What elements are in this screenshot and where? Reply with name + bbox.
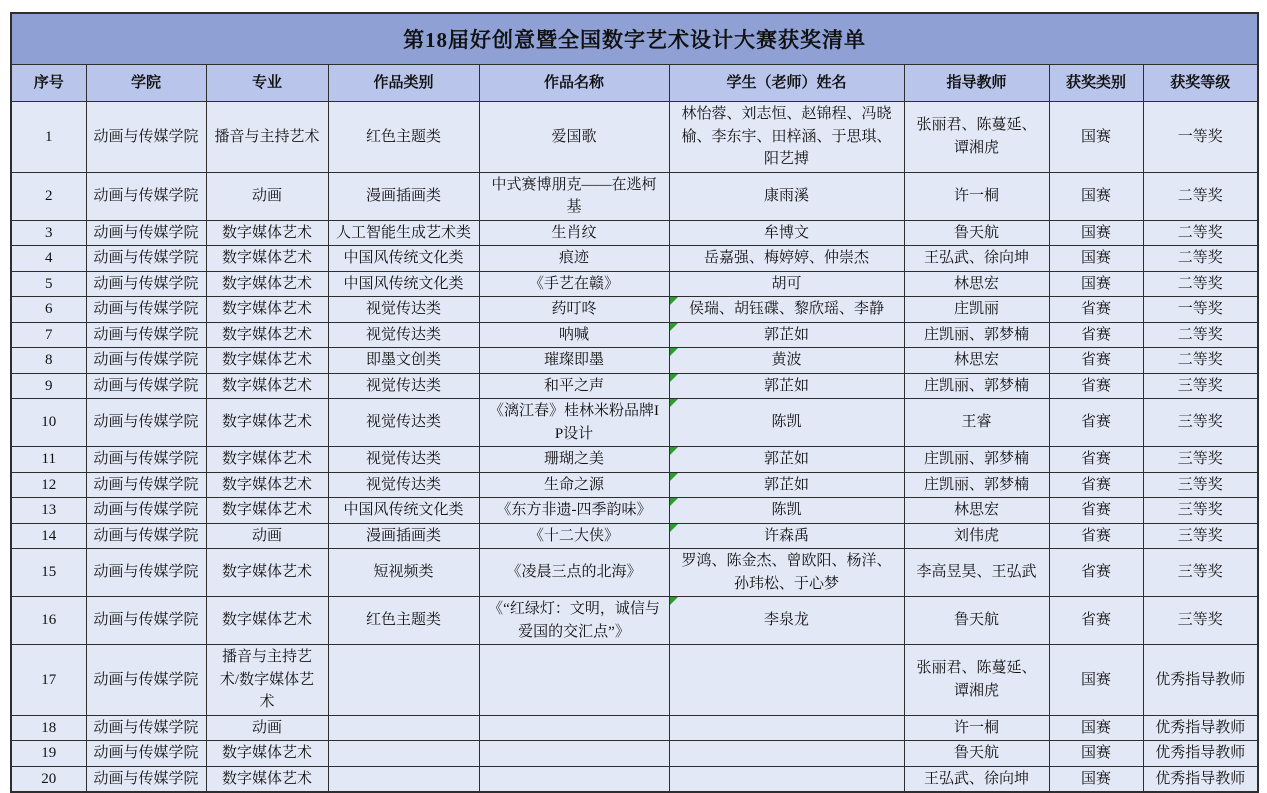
cell-category: 中国风传统文化类: [328, 246, 479, 272]
title-row: [11, 13, 1258, 65]
cell-error-indicator-icon: [670, 597, 678, 605]
cell-no: 7: [11, 322, 86, 348]
cell-award-type: 省赛: [1049, 549, 1143, 597]
cell-category: 短视频类: [328, 549, 479, 597]
cell-no: 4: [11, 246, 86, 272]
table-title: 第18届好创意暨全国数字艺术设计大赛获奖清单: [11, 13, 1258, 65]
cell-students: [669, 399, 904, 447]
table-row: [11, 498, 1258, 524]
cell-category: 漫画插画类: [328, 523, 479, 549]
cell-award-level: 二等奖: [1143, 271, 1258, 297]
table-row: [11, 373, 1258, 399]
cell-major: 播音与主持艺术/数字媒体艺术: [206, 645, 328, 716]
cell-text: 陈凯: [771, 502, 802, 518]
cell-award-level: 优秀指导教师: [1143, 645, 1258, 716]
cell-college: 动画与传媒学院: [86, 322, 206, 348]
cell-work: 《“红绿灯：文明，诚信与爱国的交汇点”》: [479, 597, 669, 645]
cell-students: [669, 498, 904, 524]
cell-work: 珊瑚之美: [479, 447, 669, 473]
cell-award-level: 三等奖: [1143, 549, 1258, 597]
cell-award-type: 省赛: [1049, 498, 1143, 524]
cell-advisors: 许一桐: [904, 715, 1049, 741]
cell-advisors: 林思宏: [904, 271, 1049, 297]
cell-work: 《凌晨三点的北海》: [479, 549, 669, 597]
cell-category: 视觉传达类: [328, 322, 479, 348]
table-row: [11, 715, 1258, 741]
cell-text: 郭芷如: [763, 451, 809, 467]
table-row: [11, 297, 1258, 323]
cell-advisors: 林思宏: [904, 348, 1049, 374]
cell-no: 3: [11, 220, 86, 246]
cell-college: 动画与传媒学院: [86, 645, 206, 716]
cell-advisors: 鲁天航: [904, 741, 1049, 767]
cell-advisors: 鲁天航: [904, 597, 1049, 645]
cell-college: 动画与传媒学院: [86, 399, 206, 447]
cell-award-type: 省赛: [1049, 472, 1143, 498]
cell-work: 生肖纹: [479, 220, 669, 246]
cell-category: [328, 645, 479, 716]
cell-work: 爱国歌: [479, 102, 669, 173]
cell-students: [669, 741, 904, 767]
cell-advisors: 王睿: [904, 399, 1049, 447]
cell-award-level: 三等奖: [1143, 399, 1258, 447]
cell-no: 1: [11, 102, 86, 173]
cell-students: [669, 472, 904, 498]
cell-students: 牟博文: [669, 220, 904, 246]
cell-category: 红色主题类: [328, 102, 479, 173]
cell-award-type: 国赛: [1049, 172, 1143, 220]
column-header-major: 专业: [206, 65, 328, 102]
cell-students: [669, 297, 904, 323]
column-header-category: 作品类别: [328, 65, 479, 102]
cell-advisors: 刘伟虎: [904, 523, 1049, 549]
table-row: [11, 523, 1258, 549]
cell-advisors: 庄凯丽: [904, 297, 1049, 323]
column-header-college: 学院: [86, 65, 206, 102]
cell-advisors: 庄凯丽、郭梦楠: [904, 322, 1049, 348]
cell-no: 6: [11, 297, 86, 323]
table-row: [11, 172, 1258, 220]
cell-major: 数字媒体艺术: [206, 246, 328, 272]
table-row: [11, 271, 1258, 297]
cell-no: 13: [11, 498, 86, 524]
cell-advisors: 鲁天航: [904, 220, 1049, 246]
cell-award-level: 优秀指导教师: [1143, 766, 1258, 792]
cell-students: 林怡蓉、刘志恒、赵锦程、冯晓榆、李东宇、田梓涵、于思琪、阳艺搏: [669, 102, 904, 173]
cell-category: [328, 766, 479, 792]
cell-award-type: 省赛: [1049, 597, 1143, 645]
cell-award-type: 省赛: [1049, 322, 1143, 348]
cell-major: 数字媒体艺术: [206, 220, 328, 246]
cell-students: 胡可: [669, 271, 904, 297]
cell-no: 9: [11, 373, 86, 399]
cell-category: 人工智能生成艺术类: [328, 220, 479, 246]
awards-table-body: [11, 102, 1258, 793]
cell-work: 药叮咚: [479, 297, 669, 323]
cell-award-type: 国赛: [1049, 645, 1143, 716]
cell-error-indicator-icon: [670, 473, 678, 481]
cell-category: 红色主题类: [328, 597, 479, 645]
cell-college: 动画与传媒学院: [86, 297, 206, 323]
cell-advisors: 庄凯丽、郭梦楠: [904, 373, 1049, 399]
cell-error-indicator-icon: [670, 348, 678, 356]
cell-advisors: 李高昱昊、王弘武: [904, 549, 1049, 597]
table-row: [11, 447, 1258, 473]
cell-category: 即墨文创类: [328, 348, 479, 374]
cell-category: 中国风传统文化类: [328, 271, 479, 297]
cell-students: [669, 322, 904, 348]
cell-students: [669, 373, 904, 399]
cell-students: [669, 523, 904, 549]
cell-text: 许森禹: [763, 527, 809, 544]
cell-major: 数字媒体艺术: [206, 472, 328, 498]
cell-award-level: 三等奖: [1143, 373, 1258, 399]
cell-award-level: 三等奖: [1143, 472, 1258, 498]
cell-advisors: 王弘武、徐向坤: [904, 766, 1049, 792]
cell-major: 动画: [206, 523, 328, 549]
cell-category: 漫画插画类: [328, 172, 479, 220]
cell-work: [479, 741, 669, 767]
cell-major: 数字媒体艺术: [206, 549, 328, 597]
cell-award-level: 优秀指导教师: [1143, 715, 1258, 741]
cell-college: 动画与传媒学院: [86, 373, 206, 399]
table-row: [11, 741, 1258, 767]
cell-college: 动画与传媒学院: [86, 271, 206, 297]
cell-no: 5: [11, 271, 86, 297]
cell-work: 生命之源: [479, 472, 669, 498]
cell-major: 播音与主持艺术: [206, 102, 328, 173]
cell-category: [328, 715, 479, 741]
table-row: [11, 645, 1258, 716]
cell-text: 郭芷如: [763, 326, 809, 343]
cell-students: [669, 766, 904, 792]
cell-college: 动画与传媒学院: [86, 498, 206, 524]
cell-award-type: 省赛: [1049, 447, 1143, 473]
cell-students: [669, 715, 904, 741]
cell-advisors: 庄凯丽、郭梦楠: [904, 447, 1049, 473]
cell-category: 视觉传达类: [328, 297, 479, 323]
cell-students: [669, 645, 904, 716]
cell-students: [669, 447, 904, 473]
table-row: [11, 399, 1258, 447]
cell-work: 痕迹: [479, 246, 669, 272]
cell-advisors: 庄凯丽、郭梦楠: [904, 472, 1049, 498]
cell-award-level: 二等奖: [1143, 348, 1258, 374]
table-row: [11, 597, 1258, 645]
cell-advisors: 许一桐: [904, 172, 1049, 220]
cell-award-level: 二等奖: [1143, 246, 1258, 272]
cell-no: 15: [11, 549, 86, 597]
cell-award-type: 国赛: [1049, 246, 1143, 272]
cell-award-level: 二等奖: [1143, 322, 1258, 348]
cell-students: [669, 348, 904, 374]
cell-no: 2: [11, 172, 86, 220]
cell-major: 数字媒体艺术: [206, 297, 328, 323]
cell-no: 19: [11, 741, 86, 767]
cell-advisors: 林思宏: [904, 498, 1049, 524]
column-header-work: 作品名称: [479, 65, 669, 102]
cell-error-indicator-icon: [670, 447, 678, 455]
cell-error-indicator-icon: [670, 399, 678, 407]
table-row: [11, 549, 1258, 597]
cell-award-level: 三等奖: [1143, 523, 1258, 549]
cell-major: 数字媒体艺术: [206, 348, 328, 374]
cell-award-type: 国赛: [1049, 766, 1143, 792]
cell-major: 数字媒体艺术: [206, 741, 328, 767]
cell-students: 岳嘉强、梅婷婷、仲崇杰: [669, 246, 904, 272]
cell-college: 动画与传媒学院: [86, 102, 206, 173]
cell-award-type: 国赛: [1049, 741, 1143, 767]
cell-award-type: 省赛: [1049, 523, 1143, 549]
column-header-award-type: 获奖类别: [1049, 65, 1143, 102]
column-header-row: [11, 65, 1258, 102]
cell-award-type: 国赛: [1049, 271, 1143, 297]
cell-award-type: 省赛: [1049, 297, 1143, 323]
cell-error-indicator-icon: [670, 297, 678, 305]
cell-no: 20: [11, 766, 86, 792]
cell-major: 动画: [206, 715, 328, 741]
cell-text: 侯瑞、胡钰碟、黎欣瑶、李静: [688, 301, 884, 317]
cell-major: 数字媒体艺术: [206, 373, 328, 399]
cell-award-type: 国赛: [1049, 715, 1143, 741]
cell-award-level: 二等奖: [1143, 220, 1258, 246]
cell-college: 动画与传媒学院: [86, 220, 206, 246]
cell-college: 动画与传媒学院: [86, 549, 206, 597]
cell-no: 18: [11, 715, 86, 741]
cell-award-level: 一等奖: [1143, 102, 1258, 173]
cell-error-indicator-icon: [670, 524, 678, 532]
cell-students: [669, 597, 904, 645]
cell-no: 11: [11, 447, 86, 473]
cell-work: 《手艺在赣》: [479, 271, 669, 297]
column-header-students: 学生（老师）姓名: [669, 65, 904, 102]
cell-college: 动画与传媒学院: [86, 348, 206, 374]
cell-college: 动画与传媒学院: [86, 523, 206, 549]
cell-award-level: 二等奖: [1143, 172, 1258, 220]
cell-error-indicator-icon: [670, 323, 678, 331]
cell-award-level: 三等奖: [1143, 498, 1258, 524]
cell-award-type: 国赛: [1049, 102, 1143, 173]
cell-no: 8: [11, 348, 86, 374]
cell-no: 14: [11, 523, 86, 549]
cell-category: 视觉传达类: [328, 399, 479, 447]
cell-work: 《东方非遗-四季韵味》: [479, 498, 669, 524]
cell-work: 中式赛博朋克——在逃柯基: [479, 172, 669, 220]
cell-award-type: 省赛: [1049, 399, 1143, 447]
cell-work: 和平之声: [479, 373, 669, 399]
awards-table: [10, 12, 1259, 793]
cell-major: 数字媒体艺术: [206, 597, 328, 645]
cell-text: 郭芷如: [763, 476, 809, 493]
cell-error-indicator-icon: [670, 374, 678, 382]
cell-category: 视觉传达类: [328, 447, 479, 473]
cell-major: 动画: [206, 172, 328, 220]
cell-work: [479, 645, 669, 716]
table-row: [11, 322, 1258, 348]
cell-category: 中国风传统文化类: [328, 498, 479, 524]
table-row: [11, 766, 1258, 792]
table-row: [11, 220, 1258, 246]
cell-text: 郭芷如: [763, 377, 809, 394]
cell-category: 视觉传达类: [328, 472, 479, 498]
cell-advisors: 张丽君、陈蔓延、谭湘虎: [904, 645, 1049, 716]
cell-college: 动画与传媒学院: [86, 766, 206, 792]
cell-no: 10: [11, 399, 86, 447]
cell-college: 动画与传媒学院: [86, 597, 206, 645]
table-row: [11, 472, 1258, 498]
cell-major: 数字媒体艺术: [206, 447, 328, 473]
cell-no: 12: [11, 472, 86, 498]
cell-major: 数字媒体艺术: [206, 766, 328, 792]
cell-work: 《漓江春》桂林米粉品牌IP设计: [479, 399, 669, 447]
cell-college: 动画与传媒学院: [86, 715, 206, 741]
cell-advisors: 张丽君、陈蔓延、谭湘虎: [904, 102, 1049, 173]
cell-text: 李泉龙: [763, 612, 809, 629]
cell-college: 动画与传媒学院: [86, 447, 206, 473]
cell-award-type: 国赛: [1049, 220, 1143, 246]
cell-error-indicator-icon: [670, 498, 678, 506]
cell-major: 数字媒体艺术: [206, 498, 328, 524]
cell-award-level: 三等奖: [1143, 447, 1258, 473]
column-header-award-level: 获奖等级: [1143, 65, 1258, 102]
cell-work: [479, 766, 669, 792]
column-header-advisors: 指导教师: [904, 65, 1049, 102]
cell-work: 璀璨即墨: [479, 348, 669, 374]
cell-college: 动画与传媒学院: [86, 172, 206, 220]
cell-no: 16: [11, 597, 86, 645]
cell-students: 罗鸿、陈金杰、曾欧阳、杨洋、孙玮松、于心梦: [669, 549, 904, 597]
cell-college: 动画与传媒学院: [86, 246, 206, 272]
cell-major: 数字媒体艺术: [206, 322, 328, 348]
cell-category: 视觉传达类: [328, 373, 479, 399]
cell-award-level: 一等奖: [1143, 297, 1258, 323]
cell-category: [328, 741, 479, 767]
cell-major: 数字媒体艺术: [206, 399, 328, 447]
cell-college: 动画与传媒学院: [86, 472, 206, 498]
cell-students: 康雨溪: [669, 172, 904, 220]
table-row: [11, 246, 1258, 272]
table-row: [11, 102, 1258, 173]
cell-award-level: 三等奖: [1143, 597, 1258, 645]
cell-work: [479, 715, 669, 741]
cell-college: 动画与传媒学院: [86, 741, 206, 767]
cell-no: 17: [11, 645, 86, 716]
cell-award-level: 优秀指导教师: [1143, 741, 1258, 767]
cell-text: 黄波: [771, 352, 802, 368]
cell-text: 陈凯: [771, 414, 802, 431]
table-row: [11, 348, 1258, 374]
cell-advisors: 王弘武、徐向坤: [904, 246, 1049, 272]
cell-work: 《十二大侠》: [479, 523, 669, 549]
cell-award-type: 省赛: [1049, 348, 1143, 374]
cell-award-type: 省赛: [1049, 373, 1143, 399]
cell-work: 呐喊: [479, 322, 669, 348]
column-header-no: 序号: [11, 65, 86, 102]
cell-major: 数字媒体艺术: [206, 271, 328, 297]
